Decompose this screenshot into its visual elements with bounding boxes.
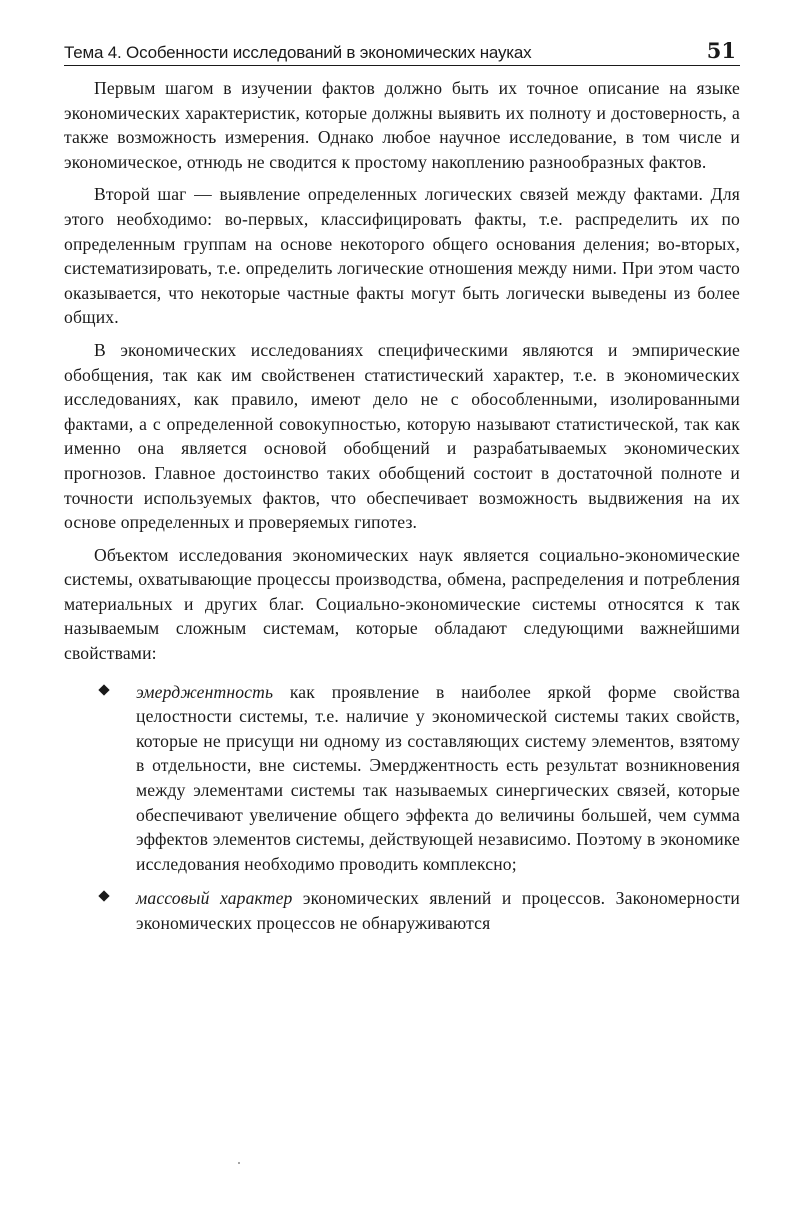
- paragraph: Первым шагом в изучении фактов должно быть их точное описание на языке экономических характеристик, которые должны выявить их полноту и достоверность, а также возможность измерения. Однако любое научное исследование, в том числе и экономическое, отнюдь не сводится к простому накоплению разнообразных фактов.: [64, 78, 740, 172]
- paragraph: Объектом исследования экономических наук является социально-экономические системы, охватывающие процессы производства, обмена, распределения и потребления материальных и других благ. Социально-экономические системы относятся к так называемым сложным системам, которые обладают следующими важнейшими свойствами:: [64, 544, 740, 664]
- property-list: [64, 680, 740, 936]
- diamond-bullet-icon: [98, 891, 109, 902]
- book-page: [64, 36, 740, 946]
- body-text: [64, 76, 740, 936]
- page-number: 51: [706, 38, 736, 63]
- list-item: [64, 886, 740, 935]
- running-header: [64, 36, 740, 66]
- list-item-text: экономических явлений и процессов. Закономерности экономических процессов не обнаруживаются: [136, 888, 740, 933]
- list-item-term: эмерджентность: [136, 681, 274, 702]
- diamond-bullet-icon: [98, 684, 109, 695]
- scan-speck: [238, 1162, 240, 1164]
- paragraph: Второй шаг — выявление определенных логических связей между фактами. Для этого необходимо: во-первых, классифицировать факты, т.е. распределить их по определенным группам на основе некоторого общего основания деления; во-вторых, систематизировать, т.е. определить логические отношения между ними. При этом часто оказывается, что некоторые частные факты могут быть логически выведены из более общих.: [64, 184, 740, 328]
- list-item-term: массовый характер: [136, 888, 293, 909]
- paragraph: В экономических исследованиях специфическими являются и эмпирические обобщения, так как им свойственен статистический характер, т.е. в экономических исследованиях, как правило, имеют дело не с обособленными, изолированными фактами, а с определенной совокупностью, которую называют статистической, так как именно она является основой обобщений и разрабатываемых экономических прогнозов. Главное достоинство таких обобщений состоит в достаточной полноте и точности используемых фактов, что обеспечивает возможность выдвижения на их основе определенных и проверяемых гипотез.: [64, 339, 740, 533]
- list-item-text: как проявление в наиболее яркой форме свойства целостности системы, т.е. наличие у экономической системы таких свойств, которые не присущи ни одному из составляющих систему элементов, взятому в отдельности, вне системы. Эмерджентность есть результат возникновения между элементами системы так называемых синергических связей, которые обеспечивают увеличение общего эффекта до величины большей, чем сумма эффектов элементов системы, действующей независимо. Поэтому в экономике исследования необходимо проводить комплексно;: [136, 681, 740, 874]
- list-item: [64, 680, 740, 877]
- running-title: Тема 4. Особенности исследований в экономических науках: [64, 43, 532, 62]
